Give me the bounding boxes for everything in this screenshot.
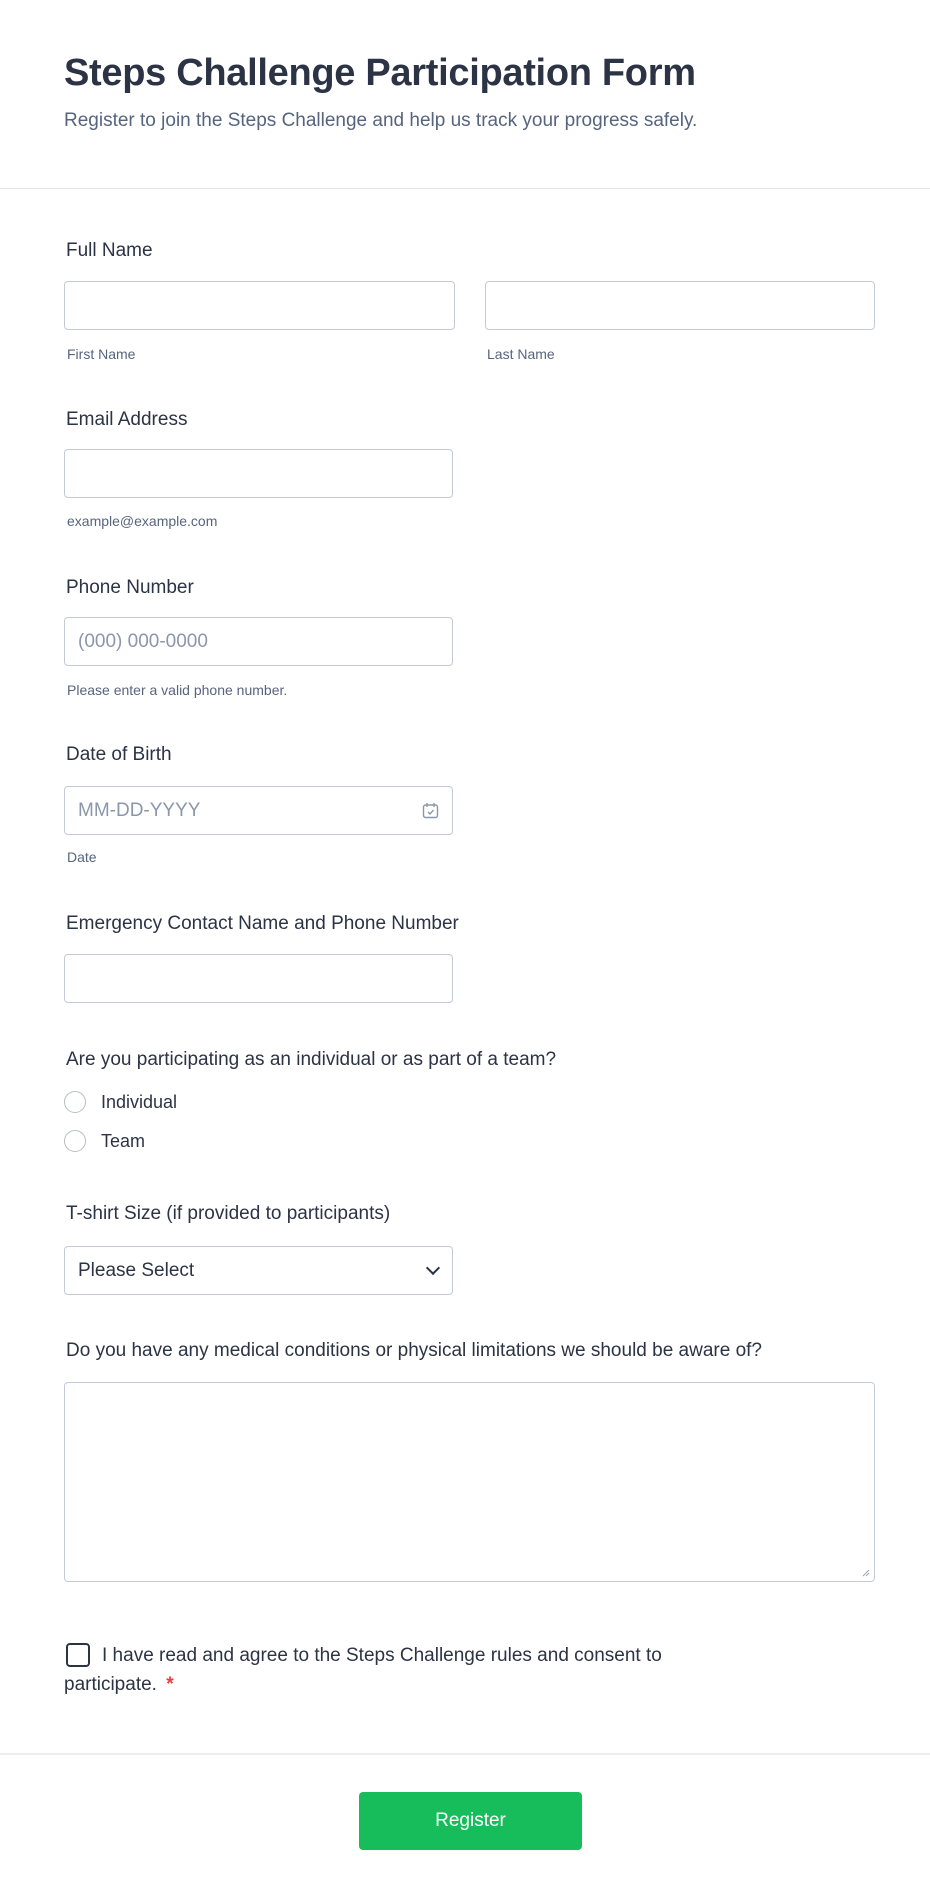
dob-sublabel: Date (67, 849, 97, 865)
register-button[interactable]: Register (359, 1792, 582, 1850)
radio-individual-label[interactable]: Individual (101, 1092, 178, 1112)
tshirt-label: T-shirt Size (if provided to participants) (66, 1203, 391, 1224)
resize-handle-icon[interactable] (862, 1569, 870, 1577)
participation-label: Are you participating as an individual or as part of a team? (66, 1049, 557, 1070)
dob-label: Date of Birth (66, 744, 172, 765)
emergency-label: Emergency Contact Name and Phone Number (66, 913, 459, 934)
medical-textarea[interactable] (64, 1382, 875, 1582)
last-name-sublabel: Last Name (487, 346, 555, 362)
header-divider (0, 188, 930, 189)
consent-label[interactable] (64, 1641, 764, 1699)
first-name-input[interactable] (64, 281, 455, 330)
page-title: Steps Challenge Participation Form (64, 52, 696, 94)
dob-placeholder: MM-DD-YYYY (78, 800, 201, 821)
phone-input[interactable]: (000) 000-0000 (64, 617, 453, 666)
phone-label: Phone Number (66, 577, 194, 598)
email-sublabel: example@example.com (67, 513, 218, 529)
chevron-down-icon (426, 1261, 440, 1275)
dob-input[interactable] (64, 786, 453, 835)
email-input[interactable] (64, 449, 453, 498)
radio-team-label[interactable]: Team (101, 1131, 146, 1151)
radio-individual[interactable] (64, 1091, 86, 1113)
phone-sublabel: Please enter a valid phone number. (67, 682, 288, 698)
consent-text-line1: I have read and agree to the Steps Challenge rules and consent to (102, 1645, 662, 1666)
email-label: Email Address (66, 409, 188, 430)
medical-label: Do you have any medical conditions or physical limitations we should be aware of? (66, 1340, 762, 1361)
footer-divider (0, 1753, 930, 1755)
emergency-input[interactable] (64, 954, 453, 1003)
page-subtitle: Register to join the Steps Challenge and help us track your progress safely. (64, 110, 698, 131)
tshirt-select[interactable] (64, 1246, 453, 1295)
calendar-icon[interactable] (422, 802, 439, 819)
radio-team[interactable] (64, 1130, 86, 1152)
tshirt-selected: Please Select (78, 1260, 195, 1281)
last-name-input[interactable] (485, 281, 875, 330)
full-name-label: Full Name (66, 240, 153, 261)
first-name-sublabel: First Name (67, 346, 136, 362)
required-mark: * (166, 1674, 174, 1695)
consent-text-line2: participate. (64, 1674, 157, 1695)
